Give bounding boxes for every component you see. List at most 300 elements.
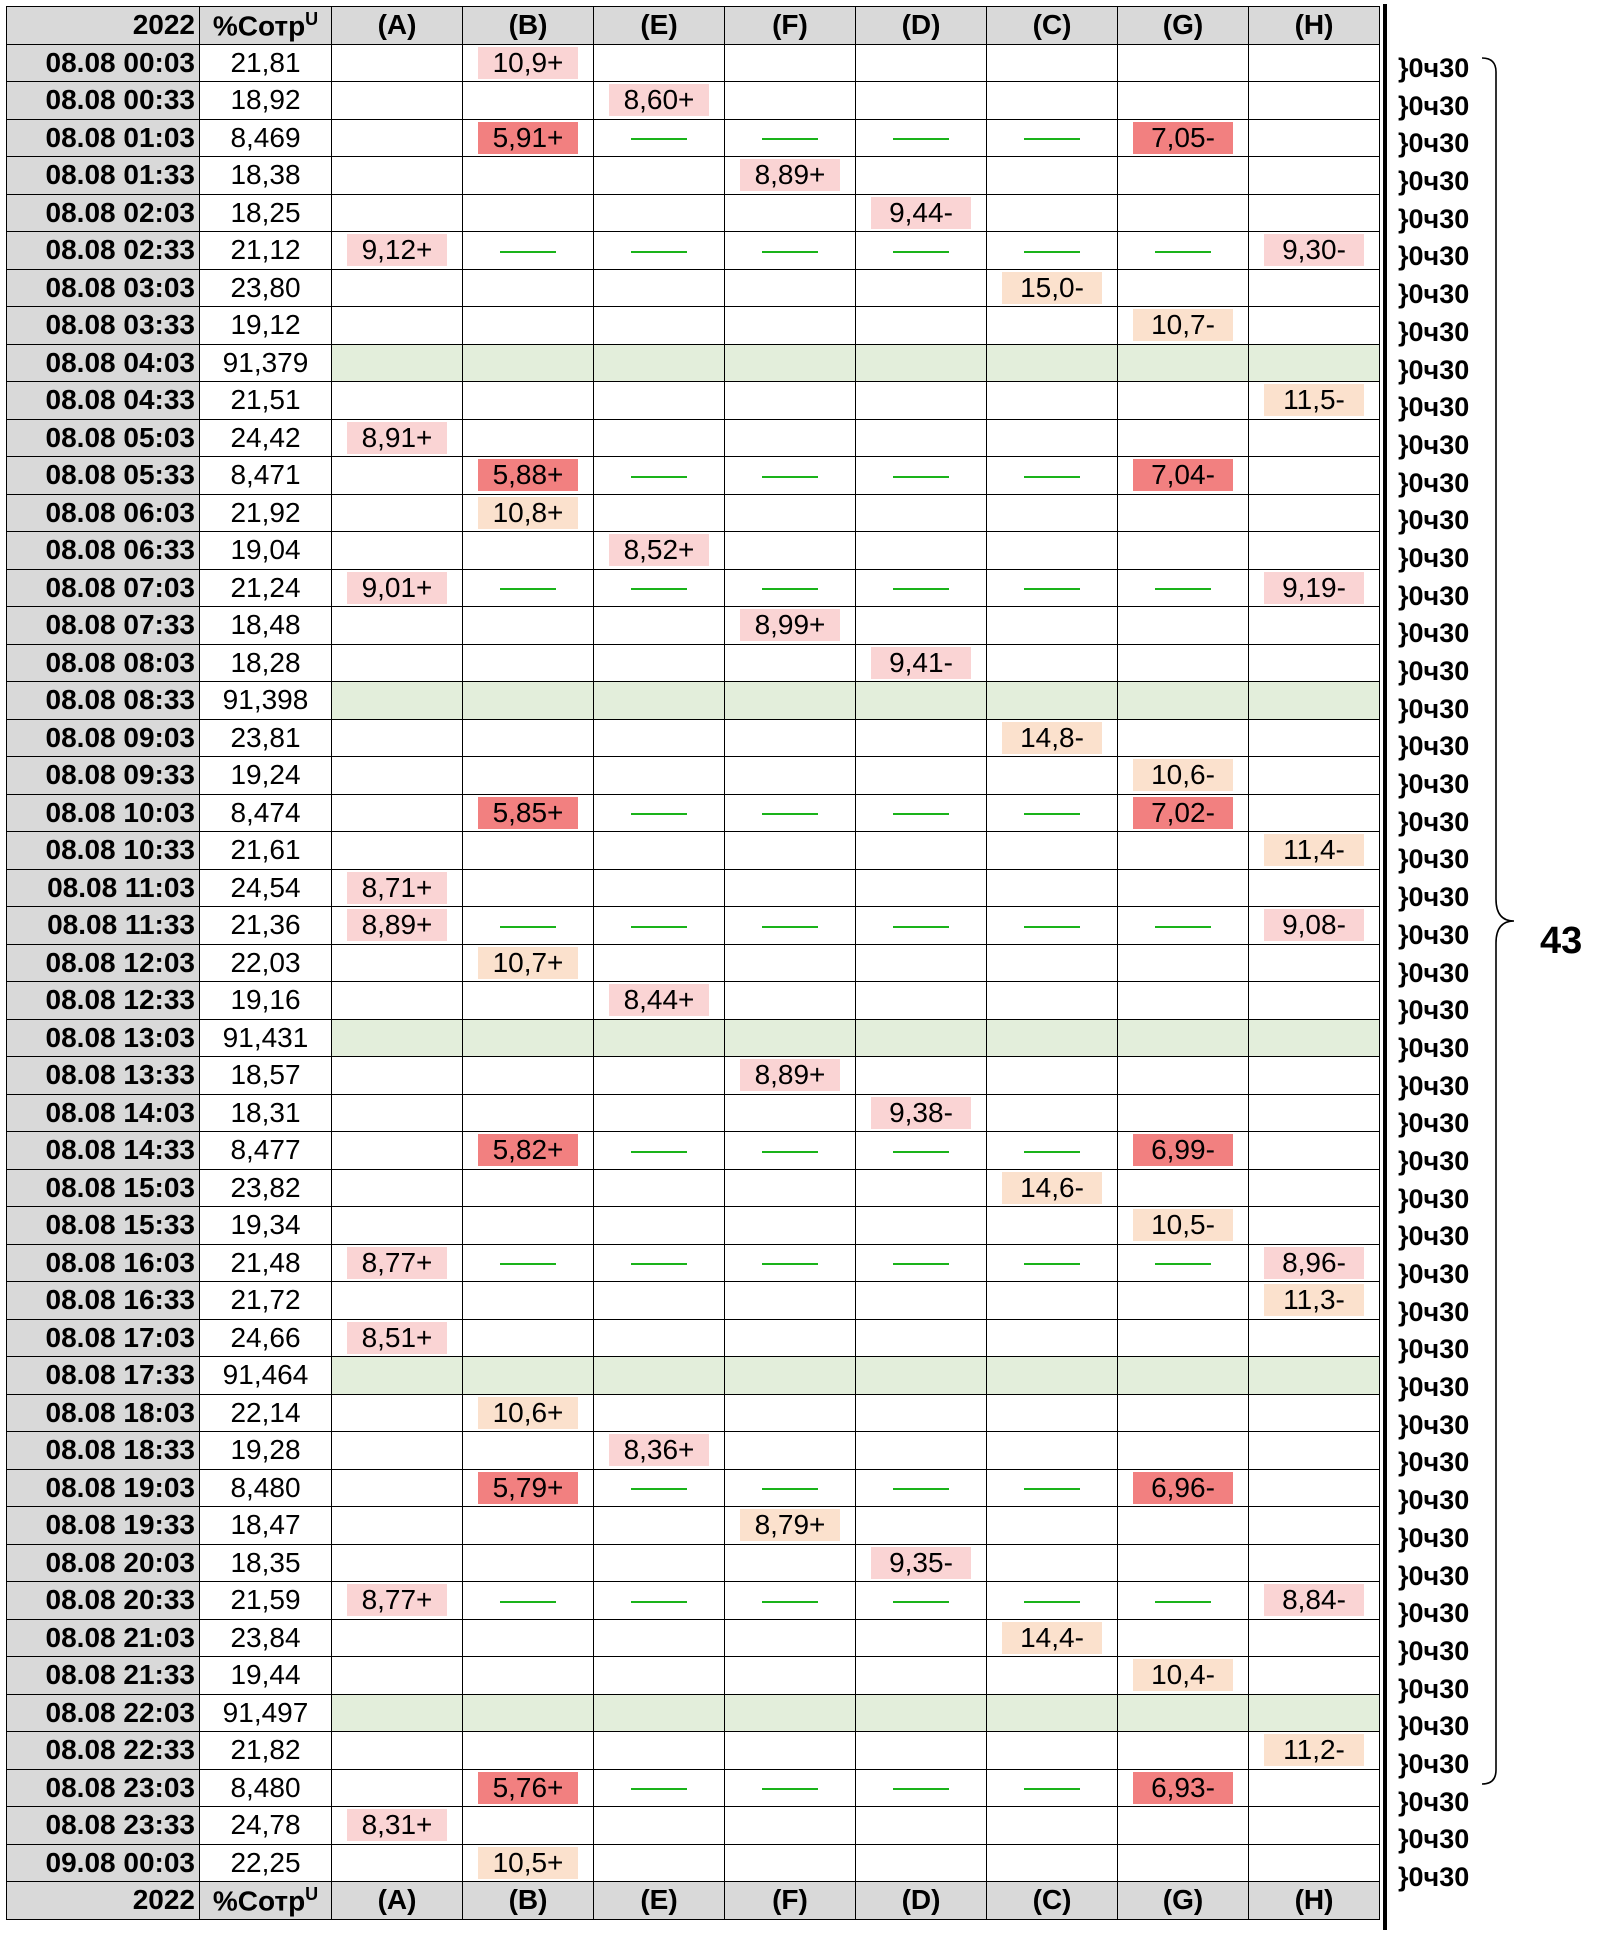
table-cell <box>1118 532 1249 570</box>
table-cell <box>1118 1319 1249 1357</box>
table-cell <box>725 344 856 382</box>
table-cell <box>594 494 725 532</box>
table-cell <box>594 1019 725 1057</box>
table-cell <box>1118 344 1249 382</box>
percent-value: 21,59 <box>200 1582 332 1620</box>
table-cell <box>987 119 1118 157</box>
table-cell <box>1118 1507 1249 1545</box>
table-cell <box>987 1619 1118 1657</box>
table-cell <box>725 1544 856 1582</box>
table-cell <box>463 194 594 232</box>
table-row <box>7 1132 1380 1170</box>
table-cell <box>1249 1657 1380 1695</box>
header-col: (H) <box>1249 7 1380 45</box>
table-cell <box>1249 382 1380 420</box>
timestamp: 08.08 05:03 <box>7 419 200 457</box>
cell-value: 7,05- <box>1133 122 1233 154</box>
cell-value: 8,89+ <box>347 909 447 941</box>
table-cell <box>1249 119 1380 157</box>
dash-marker <box>762 1151 818 1153</box>
dash-marker <box>500 1601 556 1603</box>
table-cell <box>332 157 463 195</box>
percent-value: 19,04 <box>200 532 332 570</box>
table-cell <box>463 1469 594 1507</box>
table-cell <box>856 457 987 495</box>
interval-label: }0ч30 <box>1398 53 1470 83</box>
table-cell <box>332 194 463 232</box>
table-cell <box>987 907 1118 945</box>
table-cell <box>987 1207 1118 1245</box>
cell-value: 11,2- <box>1264 1734 1364 1766</box>
table-cell <box>1249 1469 1380 1507</box>
table-cell <box>1118 157 1249 195</box>
interval-label: }0ч30 <box>1398 166 1470 197</box>
cell-value: 8,51+ <box>347 1322 447 1354</box>
interval-label: }0ч30 <box>1398 542 1470 573</box>
table-cell <box>1249 1357 1380 1395</box>
table-cell <box>856 157 987 195</box>
cell-value: 11,3- <box>1264 1284 1364 1316</box>
dash-marker <box>631 813 687 815</box>
table-cell <box>463 307 594 345</box>
interval-label: }0ч30 <box>1398 90 1470 121</box>
table-cell <box>332 1769 463 1807</box>
table-cell <box>463 1694 594 1732</box>
table-cell <box>725 1844 856 1882</box>
cell-value: 8,44+ <box>609 984 709 1016</box>
table-cell <box>1249 44 1380 82</box>
table-cell <box>463 157 594 195</box>
table-cell <box>594 794 725 832</box>
percent-value: 21,81 <box>200 44 332 82</box>
table-cell <box>987 157 1118 195</box>
table-cell <box>1118 1357 1249 1395</box>
table-cell <box>1249 569 1380 607</box>
cell-value: 9,30- <box>1264 234 1364 266</box>
header-col: (C) <box>987 7 1118 45</box>
interval-label: }0ч30 <box>1398 1070 1470 1101</box>
dash-marker <box>762 588 818 590</box>
percent-value: 22,14 <box>200 1394 332 1432</box>
table-cell <box>332 1019 463 1057</box>
table-cell <box>1118 907 1249 945</box>
cell-value: 8,60+ <box>609 84 709 116</box>
table-cell <box>987 1544 1118 1582</box>
table-cell <box>987 1844 1118 1882</box>
interval-label: }0ч30 <box>1398 618 1470 649</box>
cell-value: 10,6+ <box>478 1397 578 1429</box>
table-cell <box>332 1394 463 1432</box>
table-row <box>7 119 1380 157</box>
footer-col: (A) <box>332 1882 463 1920</box>
percent-value: 21,24 <box>200 569 332 607</box>
dash-marker <box>500 251 556 253</box>
timestamp: 08.08 01:03 <box>7 119 200 157</box>
table-cell <box>332 44 463 82</box>
interval-label: }0ч30 <box>1398 128 1470 159</box>
table-row <box>7 1207 1380 1245</box>
table-cell <box>856 494 987 532</box>
table-cell <box>594 457 725 495</box>
dash-marker <box>631 926 687 928</box>
interval-label: }0ч30 <box>1398 580 1470 611</box>
cell-value: 10,7- <box>1133 309 1233 341</box>
table-cell <box>725 1169 856 1207</box>
percent-value: 24,78 <box>200 1807 332 1845</box>
table-cell <box>332 719 463 757</box>
cell-value: 9,44- <box>871 197 971 229</box>
percent-value: 19,34 <box>200 1207 332 1245</box>
dash-marker <box>1024 476 1080 478</box>
table-cell <box>856 419 987 457</box>
table-cell <box>594 982 725 1020</box>
table-cell <box>987 1132 1118 1170</box>
timestamp: 08.08 22:03 <box>7 1694 200 1732</box>
table-cell <box>463 457 594 495</box>
cell-value: 9,01+ <box>347 572 447 604</box>
table-cell <box>725 869 856 907</box>
table-cell <box>1249 1619 1380 1657</box>
table-cell <box>987 232 1118 270</box>
table-cell <box>1118 682 1249 720</box>
percent-value: 24,42 <box>200 419 332 457</box>
table-cell <box>725 644 856 682</box>
table-cell <box>594 907 725 945</box>
cell-value: 15,0- <box>1002 272 1102 304</box>
table-cell <box>332 794 463 832</box>
interval-label: }0ч30 <box>1398 316 1470 347</box>
table-cell <box>594 194 725 232</box>
timestamp: 08.08 14:03 <box>7 1094 200 1132</box>
table-cell <box>463 757 594 795</box>
timestamp: 08.08 08:03 <box>7 644 200 682</box>
table-cell <box>987 1019 1118 1057</box>
cell-value: 6,93- <box>1133 1772 1233 1804</box>
table-cell <box>1118 1732 1249 1770</box>
cell-value: 5,79+ <box>478 1472 578 1504</box>
dash-marker <box>631 1263 687 1265</box>
cell-value: 8,71+ <box>347 872 447 904</box>
table-cell <box>725 1207 856 1245</box>
table-cell <box>725 1244 856 1282</box>
table-cell <box>1118 269 1249 307</box>
dash-marker <box>893 813 949 815</box>
table-cell <box>856 1244 987 1282</box>
table-cell <box>856 569 987 607</box>
dash-marker <box>893 476 949 478</box>
cell-value: 5,85+ <box>478 797 578 829</box>
percent-value: 8,480 <box>200 1469 332 1507</box>
footer-col: (H) <box>1249 1882 1380 1920</box>
table-cell <box>856 1357 987 1395</box>
table-cell <box>725 532 856 570</box>
table-cell <box>594 119 725 157</box>
table-cell <box>594 569 725 607</box>
interval-label: }0ч30 <box>1398 1522 1470 1553</box>
table-cell <box>332 457 463 495</box>
table-row <box>7 1619 1380 1657</box>
table-cell <box>463 1319 594 1357</box>
table-cell <box>463 344 594 382</box>
table-cell <box>987 757 1118 795</box>
table-cell <box>856 869 987 907</box>
table-cell <box>856 119 987 157</box>
cell-value: 10,7+ <box>478 947 578 979</box>
table-cell <box>725 1732 856 1770</box>
footer-col: (G) <box>1118 1882 1249 1920</box>
timestamp: 08.08 07:33 <box>7 607 200 645</box>
dash-marker <box>1155 1263 1211 1265</box>
footer-col: (D) <box>856 1882 987 1920</box>
table-cell <box>1249 1394 1380 1432</box>
cell-value: 5,76+ <box>478 1772 578 1804</box>
cell-value: 10,4- <box>1133 1659 1233 1691</box>
timestamp: 08.08 02:33 <box>7 232 200 270</box>
header-pct <box>200 7 332 45</box>
interval-label: }0ч30 <box>1398 693 1470 724</box>
table-cell <box>1118 757 1249 795</box>
table-cell <box>332 1057 463 1095</box>
table-cell <box>725 794 856 832</box>
table-cell <box>463 1657 594 1695</box>
timestamp: 08.08 20:33 <box>7 1582 200 1620</box>
table-cell <box>856 1057 987 1095</box>
table-cell <box>856 1657 987 1695</box>
table-cell <box>332 832 463 870</box>
timestamp: 08.08 09:33 <box>7 757 200 795</box>
dash-marker <box>762 1601 818 1603</box>
table-cell <box>1118 1807 1249 1845</box>
table-cell <box>1249 944 1380 982</box>
table-cell <box>856 682 987 720</box>
table-cell <box>987 194 1118 232</box>
table-cell <box>594 1394 725 1432</box>
table-cell <box>987 44 1118 82</box>
table-cell <box>856 907 987 945</box>
interval-label: }0ч30 <box>1398 1598 1470 1629</box>
table-cell <box>463 1582 594 1620</box>
percent-value: 8,471 <box>200 457 332 495</box>
table-cell <box>1249 644 1380 682</box>
percent-value: 18,92 <box>200 82 332 120</box>
table-cell <box>1118 1394 1249 1432</box>
interval-label: }0ч30 <box>1398 1447 1470 1478</box>
table-cell <box>594 1469 725 1507</box>
cell-value: 8,91+ <box>347 422 447 454</box>
table-row <box>7 682 1380 720</box>
table-cell <box>1118 1544 1249 1582</box>
table-cell <box>1249 1132 1380 1170</box>
table-row <box>7 457 1380 495</box>
cell-value: 5,82+ <box>478 1134 578 1166</box>
timestamp: 08.08 18:03 <box>7 1394 200 1432</box>
table-cell <box>1118 1207 1249 1245</box>
dash-marker <box>631 138 687 140</box>
table-cell <box>594 44 725 82</box>
percent-value: 23,81 <box>200 719 332 757</box>
timestamp: 08.08 12:33 <box>7 982 200 1020</box>
percent-value: 8,480 <box>200 1769 332 1807</box>
percent-value: 23,80 <box>200 269 332 307</box>
table-cell <box>1249 1769 1380 1807</box>
table-cell <box>332 1469 463 1507</box>
table-cell <box>725 1282 856 1320</box>
cell-value: 5,88+ <box>478 459 578 491</box>
table-cell <box>594 1057 725 1095</box>
table-cell <box>987 1319 1118 1357</box>
table-cell <box>463 1244 594 1282</box>
table-row <box>7 1469 1380 1507</box>
timestamp: 08.08 15:03 <box>7 1169 200 1207</box>
cell-value: 14,4- <box>1002 1622 1102 1654</box>
percent-value: 21,51 <box>200 382 332 420</box>
table-row <box>7 1169 1380 1207</box>
table-cell <box>1249 1432 1380 1470</box>
table-cell <box>594 157 725 195</box>
interval-label: }0ч30 <box>1398 1824 1470 1855</box>
table-cell <box>1249 1057 1380 1095</box>
timestamp: 08.08 15:33 <box>7 1207 200 1245</box>
table-cell <box>1249 1807 1380 1845</box>
table-row <box>7 1244 1380 1282</box>
table-cell <box>1118 719 1249 757</box>
pct-superscript: U <box>305 8 319 29</box>
dash-marker <box>631 1488 687 1490</box>
table-cell <box>594 1507 725 1545</box>
interval-label: }0ч30 <box>1398 769 1470 800</box>
table-row <box>7 982 1380 1020</box>
dash-marker <box>500 1263 556 1265</box>
table-cell <box>725 1657 856 1695</box>
table-cell <box>332 1544 463 1582</box>
interval-label: }0ч30 <box>1398 1673 1470 1704</box>
timestamp: 08.08 20:03 <box>7 1544 200 1582</box>
table-cell <box>1249 457 1380 495</box>
table-cell <box>856 82 987 120</box>
table-cell <box>725 494 856 532</box>
timestamp: 08.08 23:33 <box>7 1807 200 1845</box>
table-row <box>7 1057 1380 1095</box>
table-cell <box>856 1807 987 1845</box>
table-row <box>7 719 1380 757</box>
table-cell <box>332 982 463 1020</box>
table-cell <box>332 307 463 345</box>
table-cell <box>332 232 463 270</box>
table-cell <box>1118 382 1249 420</box>
table-cell <box>463 1544 594 1582</box>
table-cell <box>463 907 594 945</box>
cell-value: 7,02- <box>1133 797 1233 829</box>
table-cell <box>1249 344 1380 382</box>
cell-value: 8,79+ <box>740 1509 840 1541</box>
table-cell <box>987 1582 1118 1620</box>
table-cell <box>1249 307 1380 345</box>
timestamp: 08.08 13:33 <box>7 1057 200 1095</box>
timestamp: 08.08 11:03 <box>7 869 200 907</box>
table-cell <box>463 1507 594 1545</box>
table-cell <box>332 419 463 457</box>
table-cell <box>1118 794 1249 832</box>
footer-col: (C) <box>987 1882 1118 1920</box>
dash-marker <box>631 476 687 478</box>
table-cell <box>987 1394 1118 1432</box>
table-cell <box>856 1432 987 1470</box>
table-cell <box>1118 119 1249 157</box>
table-cell <box>856 1169 987 1207</box>
percent-value: 91,497 <box>200 1694 332 1732</box>
table-cell <box>856 644 987 682</box>
table-cell <box>856 1507 987 1545</box>
interval-label: }0ч30 <box>1398 806 1470 837</box>
table-cell <box>1249 82 1380 120</box>
table-cell <box>987 1732 1118 1770</box>
table-cell <box>987 1094 1118 1132</box>
table-cell <box>463 1732 594 1770</box>
header-col: (A) <box>332 7 463 45</box>
table-cell <box>1118 82 1249 120</box>
table-cell <box>1249 1244 1380 1282</box>
table-cell <box>987 1057 1118 1095</box>
dash-marker <box>500 588 556 590</box>
table-cell <box>594 1432 725 1470</box>
table-cell <box>594 682 725 720</box>
table-cell <box>1249 1844 1380 1882</box>
table-row <box>7 1357 1380 1395</box>
table-cell <box>1249 682 1380 720</box>
percent-value: 18,47 <box>200 1507 332 1545</box>
timestamp: 08.08 04:03 <box>7 344 200 382</box>
percent-value: 23,82 <box>200 1169 332 1207</box>
table-cell <box>594 869 725 907</box>
table-cell <box>1249 1694 1380 1732</box>
interval-label: }0ч30 <box>1398 505 1470 536</box>
table-row <box>7 644 1380 682</box>
table-cell <box>332 644 463 682</box>
dash-marker <box>762 138 818 140</box>
table-cell <box>332 1807 463 1845</box>
timestamp: 08.08 21:03 <box>7 1619 200 1657</box>
table-cell <box>1249 719 1380 757</box>
table-cell <box>1249 532 1380 570</box>
cell-value: 9,38- <box>871 1097 971 1129</box>
timestamp: 08.08 03:03 <box>7 269 200 307</box>
table-cell <box>725 1619 856 1657</box>
table-cell <box>463 1619 594 1657</box>
table-cell <box>987 494 1118 532</box>
table-cell <box>1118 1057 1249 1095</box>
table-cell <box>987 569 1118 607</box>
table-row <box>7 1732 1380 1770</box>
timestamp: 08.08 01:33 <box>7 157 200 195</box>
table-cell <box>594 1357 725 1395</box>
interval-label: }0ч30 <box>1398 1560 1470 1591</box>
header-col: (B) <box>463 7 594 45</box>
table-cell <box>725 1694 856 1732</box>
table-cell <box>1249 419 1380 457</box>
header-col: (F) <box>725 7 856 45</box>
table-cell <box>1249 907 1380 945</box>
header-col: (E) <box>594 7 725 45</box>
table-cell <box>987 419 1118 457</box>
table-cell <box>594 1807 725 1845</box>
cell-value: 10,5- <box>1133 1209 1233 1241</box>
table-cell <box>1118 1769 1249 1807</box>
schedule-table <box>6 6 1380 1920</box>
table-cell <box>987 1244 1118 1282</box>
timestamp: 08.08 10:33 <box>7 832 200 870</box>
percent-value: 21,36 <box>200 907 332 945</box>
table-cell <box>856 1132 987 1170</box>
